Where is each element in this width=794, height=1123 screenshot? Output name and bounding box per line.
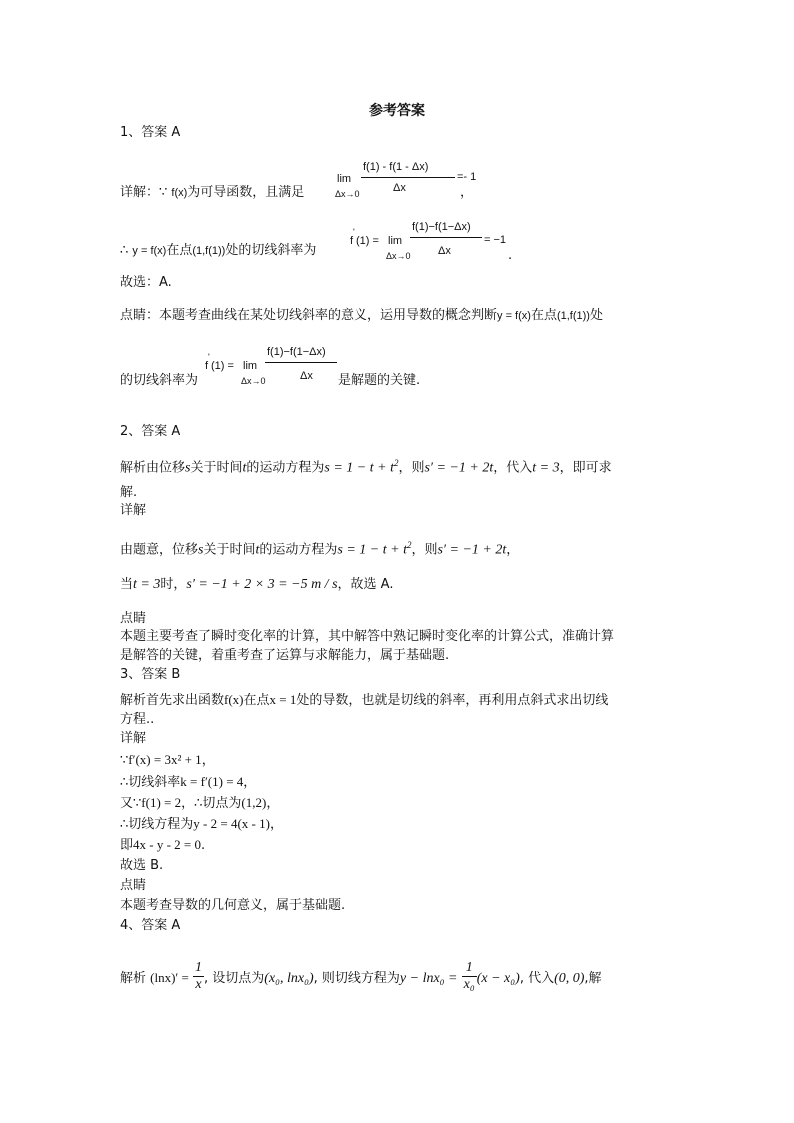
q3-note-line1: 本题考查导数的几何意义，属于基础题. bbox=[120, 898, 346, 913]
q3-detail-heading: 详解 bbox=[120, 731, 147, 746]
q1-detail-line: 详解：∵ f(x)为可导函数，且满足 bbox=[120, 185, 305, 200]
q2-detail-line2: 当t = 3时，s′ = −1 + 2 × 3 = −5 m / s，故选 A. bbox=[120, 577, 394, 592]
q2-note-line2: 是解答的关键，着重考查了运算与求解能力，属于基础题. bbox=[120, 648, 450, 663]
q1-choose: 故选：A. bbox=[120, 275, 172, 290]
q1-answer: 1、答案 A bbox=[120, 125, 181, 140]
q4-frac-1-over-x0: $\frac{1}{\text{x₀}}$ bbox=[463, 960, 475, 992]
q2-analysis-line2: 解. bbox=[120, 485, 138, 500]
q1-so-line: ∴ y = f(x)在点(1,f(1))处的切线斜率为 bbox=[120, 243, 317, 258]
q3-detail-line2: ∴切线斜率k = f′(1) = 4， bbox=[120, 774, 257, 790]
q3-detail-line1: ∵f′(x) = 3x² + 1， bbox=[120, 752, 215, 768]
q2-answer: 2、答案 A bbox=[120, 424, 181, 439]
q1-period: . bbox=[508, 248, 513, 263]
q1-note2-line: 的切线斜率为 bbox=[120, 373, 199, 388]
q1-note2-end: 是解题的关键. bbox=[338, 373, 421, 388]
q3-analysis-line1: 解析首先求出函数f(x)在点x = 1处的导数，也就是切线的斜率，再利用点斜式求出切线 bbox=[120, 692, 609, 708]
q1-note-line: 点睛：本题考查曲线在某处切线斜率的意义，运用导数的概念判断y = f(x)在点(1,f(1))处 bbox=[120, 308, 603, 323]
q1-detail-comma: ， bbox=[460, 185, 474, 200]
q2-detail-line1: 由题意，位移s关于时间t的运动方程为$s = 1 - t + t^2$，则s′ = −1 + 2t， bbox=[120, 540, 520, 558]
q3-answer: 3、答案 B bbox=[120, 667, 181, 682]
q3-choose: 故选 B. bbox=[120, 858, 164, 873]
q2-note-heading: 点睛 bbox=[120, 611, 147, 626]
q3-detail-line5: 即4x - y - 2 = 0. bbox=[120, 837, 206, 853]
q3-analysis-line2: 方程.. bbox=[120, 712, 155, 727]
q3-detail-line3: 又∵f(1) = 2，∴切点为(1,2)， bbox=[120, 795, 280, 811]
q4-analysis-line: 解析 (lnx)′ = $\frac{1}{x}$ , 设切点为(x₀, lnx₀), 则切线方程为y − lnx₀ = $\frac{1}{\text{x₀}}$ (x − x₀), 代入(0, 0),解 bbox=[120, 960, 602, 992]
q2-note-line1: 本题主要考查了瞬时变化率的计算，其中解答中熟记瞬时变化率的计算公式，准确计算 bbox=[120, 629, 615, 644]
q2-detail-heading: 详解 bbox=[120, 503, 147, 518]
q3-detail-line4: ∴切线方程为y - 2 = 4(x - 1)， bbox=[120, 816, 283, 832]
page-title: 参考答案 bbox=[369, 103, 425, 119]
q3-note-heading: 点睛 bbox=[120, 878, 147, 893]
q2-analysis-line1: 解析由位移s关于时间t的运动方程为$s = 1 - t + t^2$，则s′ = −1 + 2t，代入t = 3，即可求 bbox=[120, 458, 612, 476]
q4-frac-1-over-x: $\frac{1}{x}$ bbox=[194, 960, 202, 992]
q4-answer: 4、答案 A bbox=[120, 918, 181, 933]
